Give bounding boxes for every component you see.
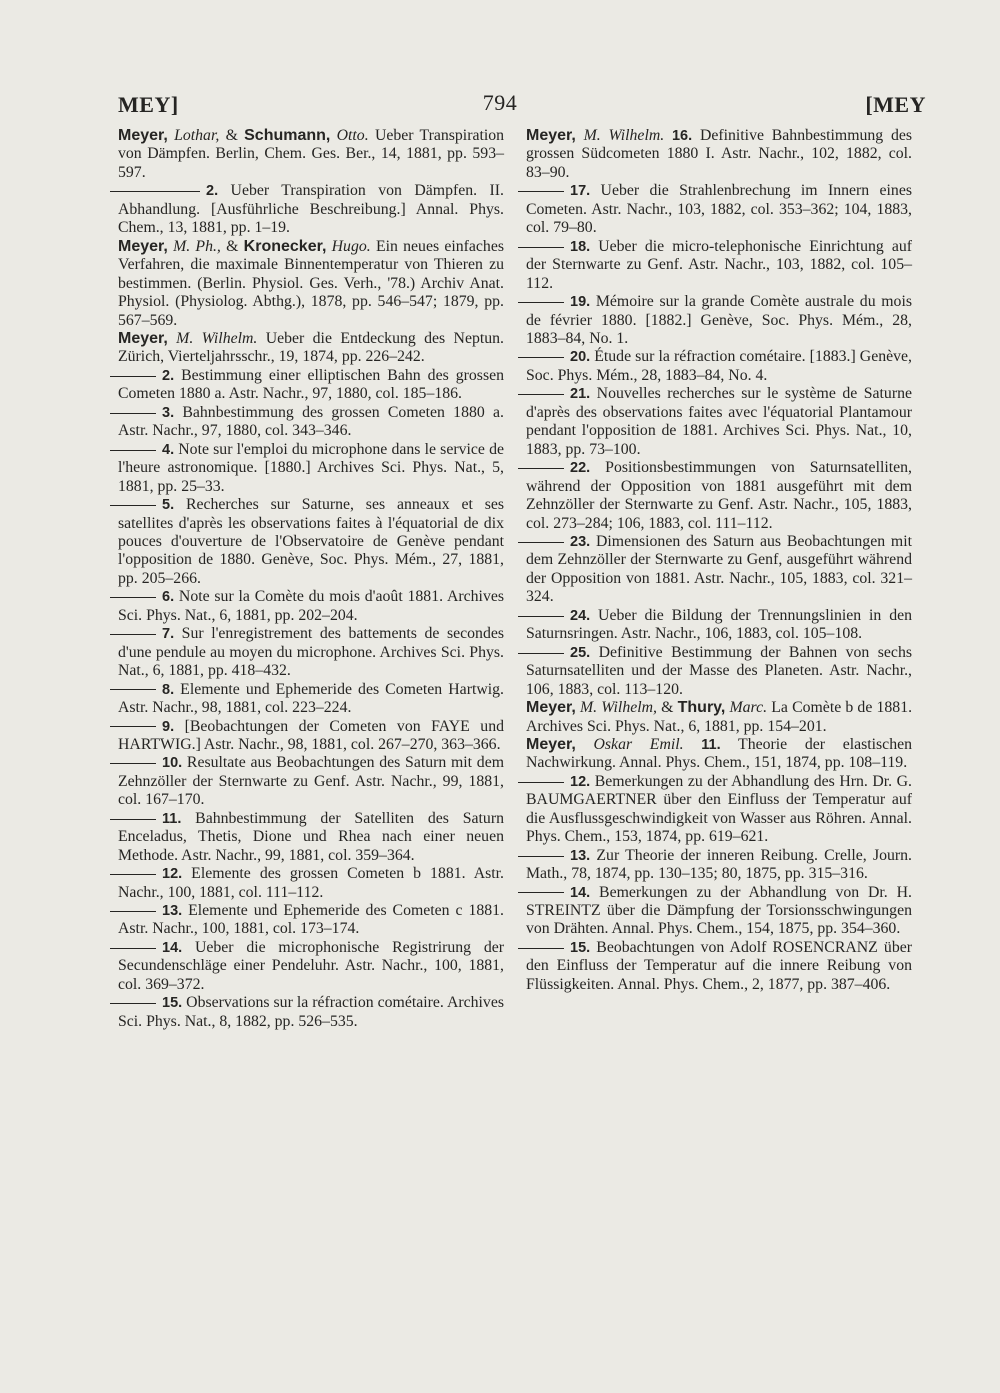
ampersand: & xyxy=(225,127,238,144)
ditto-rule xyxy=(110,1003,156,1004)
bibliography-entry xyxy=(526,773,912,847)
entry-number: 22. xyxy=(570,460,591,477)
entry-text: Bemerkungen zu der Abhandlung des Hrn. Dr. G. BAUMGAERTNER über den Einfluss der Temperatur auf die Ausflussgeschwindigkeit von Wasser aus Röhren. Annal. Phys. Chem., 153, 1874, pp. 619–621. xyxy=(526,772,912,846)
bibliography-entry xyxy=(526,644,912,699)
entry-number: 11. xyxy=(701,736,721,753)
entry-number: 16. xyxy=(671,128,693,144)
entry-text: Note sur l'emploi du microphone dans le service de l'heure astronomique. [1880.] Archives Sci. Phys. Nat., 5, 1881, pp. 25–33. xyxy=(118,440,504,495)
entry-text: Recherches sur Saturne, ses anneaux et ses satellites d'après les observations faites à l'équatorial de dix pouces d'ouverture de l'Observatoire de Genève pendant l'opposition de 1880. Genève, Soc. Phys. Mém., 27, 1881, pp. 205–266. xyxy=(118,496,504,587)
entry-text: Ueber die micro-telephonische Einrichtung auf der Sternwarte zu Genf. Astr. Nachr., 103, 1882, col. 105–112. xyxy=(526,237,912,292)
entry-number: 14. xyxy=(570,884,591,901)
entry-number: 13. xyxy=(162,903,183,920)
ditto-rule xyxy=(110,726,156,727)
ditto-rule xyxy=(518,394,564,395)
entry-text: Nouvelles recherches sur le système de Saturne d'après des observations faites avec l'équatorial Plantamour pendant l'opposition de 1881. Archives Sci. Phys. Nat., 10, 1883, pp. 73–100. xyxy=(526,385,912,458)
left-column xyxy=(118,127,504,1031)
running-head-left: MEY] xyxy=(118,92,179,117)
ditto-rule xyxy=(518,357,564,358)
entry-number: 6. xyxy=(162,589,175,606)
ditto-rule xyxy=(518,191,564,192)
ditto-rule xyxy=(518,892,564,893)
bibliography-entry xyxy=(526,182,912,237)
ditto-rule xyxy=(110,874,156,875)
entry-number: 12. xyxy=(162,866,183,883)
entry-text: Bemerkungen zu der Abhandlung von Dr. H. STREINTZ über die Dämpfung der Torsionsschwingungen von Drähten. Annal. Phys. Chem., 154, 1875, pp. 354–360. xyxy=(526,883,912,938)
entry-text: Observations sur la réfraction cométaire. Archives Sci. Phys. Nat., 8, 1882, pp. 526–535. xyxy=(118,994,504,1030)
coauthor-name: Kronecker, xyxy=(243,237,327,255)
coauthor-forename: Hugo. xyxy=(331,237,371,255)
entry-number: 5. xyxy=(162,497,175,514)
entry-text: Ueber die Entdeckung des Neptun. Zürich, Vierteljahrsschr., 19, 1874, pp. 226–242. xyxy=(118,329,504,366)
entry-number: 2. xyxy=(162,367,175,384)
ditto-rule xyxy=(110,819,156,820)
coauthor-name: Schumann, xyxy=(244,127,331,144)
bibliography-entry xyxy=(526,939,912,994)
bibliography-entry xyxy=(118,754,504,809)
ditto-rule xyxy=(518,616,564,617)
entry-text: Mémoire sur la grande Comète australe du mois de février 1880. [1882.] Genève, Soc. Phys. Mém., 28, 1883–84, No. 1. xyxy=(526,293,912,347)
bibliography-entry xyxy=(526,884,912,939)
bibliography-entry xyxy=(526,459,912,533)
bibliography-entry xyxy=(526,385,912,459)
author-name: Meyer, xyxy=(526,127,576,144)
entry-number: 10. xyxy=(162,755,183,772)
bibliography-entry xyxy=(526,699,912,736)
author-name: Meyer, xyxy=(526,699,576,717)
entry-text: Definitive Bahnbestimmung des grossen Südcometen 1880 I. Astr. Nachr., 102, 1882, col. 83–90. xyxy=(526,127,913,181)
ditto-rule xyxy=(518,247,564,248)
entry-text: Resultate aus Beobachtungen des Saturn mit dem Zehnzöller der Sternwarte zu Genf. Astr. Nachr., 99, 1881, col. 167–170. xyxy=(118,754,505,809)
entry-text: Positionsbestimmungen von Saturnsatelliten, während der Opposition von 1881 ausgeführt mit dem Zehnzöller der Sternwarte zu Genf. Astr. Nachr., 105, 1883, col. 273–284; 106, 1883, col. 111–112. xyxy=(526,459,912,532)
bibliography-entry xyxy=(118,588,504,625)
ditto-rule xyxy=(518,468,564,469)
author-forename: M. Ph., xyxy=(173,237,221,255)
bibliography-entry xyxy=(118,182,504,237)
right-column xyxy=(526,127,912,994)
entry-number: 18. xyxy=(570,238,591,255)
entry-number: 20. xyxy=(570,349,591,366)
author-name: Meyer, xyxy=(118,127,168,144)
ditto-rule xyxy=(110,597,156,598)
ditto-rule xyxy=(110,948,156,949)
ditto-rule xyxy=(518,302,564,303)
bibliography-entry xyxy=(526,238,912,293)
entry-number: 3. xyxy=(162,404,175,421)
ditto-rule xyxy=(518,782,564,783)
entry-text: Elemente und Ephemeride des Cometen Hartwig. Astr. Nachr., 98, 1881, col. 223–224. xyxy=(118,680,504,717)
entry-text: Ueber Transpiration von Dämpfen. II. Abhandlung. [Ausführliche Beschreibung.] Annal. Phys. Chem., 13, 1881, pp. 1–19. xyxy=(118,182,504,237)
ditto-rule xyxy=(110,450,156,451)
entry-text: Ein neues einfaches Verfahren, die maximale Binnentemperatur von Thieren zu bestimmen. (Berlin. Physiol. Ges. Verh., '78.) Archiv Anat. Physiol. (Physiolog. Abthg.), 1878, pp. 546–547; 1879, pp. 567–569. xyxy=(118,237,504,329)
bibliography-entry xyxy=(526,348,912,385)
ditto-rule xyxy=(110,413,156,414)
bibliography-entry xyxy=(526,607,912,644)
entry-number: 7. xyxy=(162,626,175,643)
ditto-rule xyxy=(110,376,156,377)
entry-text: Sur l'enregistrement des battements de secondes d'une pendule au moyen du microphone. Archives Sci. Phys. Nat., 6, 1881, pp. 418–432. xyxy=(118,625,504,680)
entry-number: 8. xyxy=(162,681,175,698)
bibliography-entry xyxy=(118,681,504,718)
bibliography-entry xyxy=(118,441,504,496)
entry-number: 12. xyxy=(570,773,591,790)
entry-number: 14. xyxy=(162,939,183,956)
entry-number: 23. xyxy=(570,533,591,550)
entry-number: 4. xyxy=(162,441,175,458)
author-name: Meyer, xyxy=(526,735,576,753)
bibliography-entry xyxy=(118,238,504,330)
ditto-rule xyxy=(110,191,156,192)
author-forename: M. Wilhelm, xyxy=(579,699,657,717)
entry-number: 19. xyxy=(570,294,591,311)
entry-text: [Beobachtungen der Cometen von FAYE und HARTWIG.] Astr. Nachr., 98, 1881, col. 267–270, 363–366. xyxy=(118,717,504,753)
entry-number: 11. xyxy=(162,810,182,827)
bibliography-entry xyxy=(118,865,504,902)
coauthor-forename: Marc. xyxy=(729,699,768,717)
ditto-rule xyxy=(110,689,156,690)
entry-text: Bahnbestimmung der Satelliten des Saturn Enceladus, Thetis, Dione und Rhea nach einer neuen Methode. Astr. Nachr., 99, 1881, col. 359–364. xyxy=(118,809,504,864)
bibliography-entry xyxy=(118,810,504,865)
ditto-rule xyxy=(518,948,564,949)
bibliography-entry xyxy=(118,902,504,939)
ditto-rule xyxy=(518,542,564,543)
running-head-right: [MEY xyxy=(865,92,926,117)
author-forename: Oskar Emil. xyxy=(593,735,684,753)
entry-text: Bestimmung einer elliptischen Bahn des grossen Cometen 1880 a. Astr. Nachr., 97, 1880, col. 185–186. xyxy=(118,366,505,403)
bibliography-entry xyxy=(526,533,912,607)
entry-text: Beobachtungen von Adolf ROSENCRANZ über den Einfluss der Temperatur auf die innere Reibung von Flüssigkeiten. Annal. Phys. Chem., 2, 1877, pp. 387–406. xyxy=(526,938,912,993)
entry-text: La Comète b de 1881. Archives Sci. Phys. Nat., 6, 1881, pp. 154–201. xyxy=(526,699,913,735)
author-forename: Lothar, xyxy=(174,127,220,144)
bibliography-entry xyxy=(526,847,912,884)
entry-number: 9. xyxy=(162,718,175,735)
ditto-rule xyxy=(110,634,156,635)
author-name: Meyer, xyxy=(118,237,168,255)
ditto-rule xyxy=(518,856,564,857)
entry-number: 13. xyxy=(570,847,591,864)
entry-text: Elemente des grossen Cometen b 1881. Astr. Nachr., 100, 1881, col. 111–112. xyxy=(118,865,504,901)
entry-text: Definitive Bestimmung der Bahnen von sechs Saturnsatelliten und der Masse des Planeten. Astr. Nachr., 106, 1883, col. 113–120. xyxy=(526,643,912,698)
bibliography-entry xyxy=(118,127,504,182)
entry-text: Étude sur la réfraction cométaire. [1883.] Genève, Soc. Phys. Mém., 28, 1883–84, No. 4. xyxy=(526,348,912,384)
entry-number: 24. xyxy=(570,607,591,624)
entry-number: 21. xyxy=(570,386,591,403)
bibliography-entry xyxy=(118,994,504,1031)
entry-number: 25. xyxy=(570,644,591,661)
bibliography-entry xyxy=(526,736,912,773)
ditto-rule xyxy=(110,505,156,506)
entry-number: 2. xyxy=(206,183,219,200)
bibliography-entry xyxy=(526,293,912,348)
entry-text: Note sur la Comète du mois d'août 1881. Archives Sci. Phys. Nat., 6, 1881, pp. 202–204. xyxy=(118,588,504,624)
entry-text: Elemente und Ephemeride des Cometen c 1881. Astr. Nachr., 100, 1881, col. 173–174. xyxy=(118,902,504,938)
entry-text: Ueber Transpiration von Dämpfen. Berlin, Chem. Ges. Ber., 14, 1881, pp. 593–597. xyxy=(118,127,505,181)
author-forename: M. Wilhelm. xyxy=(176,329,258,347)
entry-text: Ueber die Bildung der Trennungslinien in den Saturnsringen. Astr. Nachr., 106, 1883, col. 105–108. xyxy=(526,606,913,643)
entry-text: Ueber die microphonische Registrirung der Secundenschläge einer Pendeluhr. Astr. Nachr., 100, 1881, col. 369–372. xyxy=(118,938,504,993)
ampersand: & xyxy=(226,237,239,255)
author-forename: M. Wilhelm. xyxy=(583,127,665,144)
entry-number: 15. xyxy=(162,995,183,1012)
bibliography-entry xyxy=(118,367,504,404)
entry-text: Bahnbestimmung des grossen Cometen 1880 a. Astr. Nachr., 97, 1880, col. 343–346. xyxy=(118,403,504,440)
ditto-rule xyxy=(518,653,564,654)
coauthor-forename: Otto. xyxy=(336,127,369,144)
ditto-rule xyxy=(154,191,200,192)
ditto-rule xyxy=(110,763,156,764)
ditto-rule xyxy=(110,911,156,912)
entry-number: 17. xyxy=(570,183,591,200)
entry-number: 15. xyxy=(570,939,591,956)
entry-text: Dimensionen des Saturn aus Beobachtungen mit dem Zehnzöller der Sternwarte zu Genf, ausgeführt während der Opposition von 1881. Astr. Nachr., 105, 1883, col. 321–324. xyxy=(526,532,913,606)
ampersand: & xyxy=(661,699,674,717)
coauthor-name: Thury, xyxy=(677,699,726,717)
bibliography-entry xyxy=(118,625,504,680)
bibliography-entry xyxy=(118,939,504,994)
author-name: Meyer, xyxy=(118,329,168,347)
bibliography-entry xyxy=(118,404,504,441)
bibliography-entry xyxy=(118,718,504,755)
bibliography-entry xyxy=(118,496,504,588)
page-number: 794 xyxy=(482,90,518,115)
bibliography-entry xyxy=(118,330,504,367)
entry-text: Zur Theorie der inneren Reibung. Crelle, Journ. Math., 78, 1874, pp. 130–135; 80, 1875, pp. 315–316. xyxy=(526,846,912,883)
entry-text: Theorie der elastischen Nachwirkung. Annal. Phys. Chem., 151, 1874, pp. 108–119. xyxy=(526,735,913,772)
entry-text: Ueber die Strahlenbrechung im Innern eines Cometen. Astr. Nachr., 103, 1882, col. 353–362; 104, 1883, col. 79–80. xyxy=(526,182,912,237)
bibliography-entry xyxy=(526,127,912,182)
